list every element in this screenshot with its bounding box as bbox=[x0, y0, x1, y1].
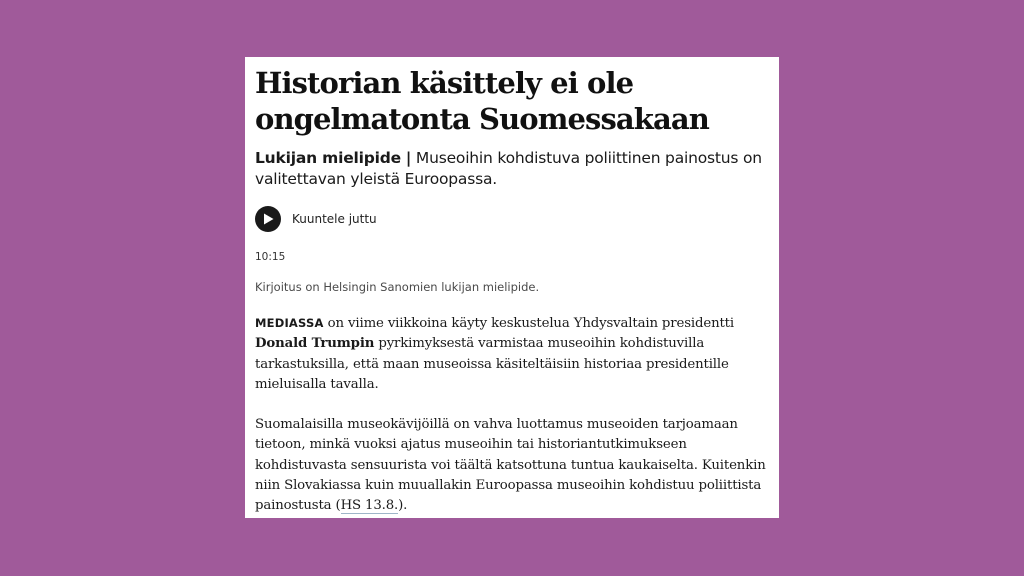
play-button[interactable] bbox=[255, 206, 281, 232]
paragraph-2-text-a: Suomalaisilla museokävijöillä on vahva luottamus museoiden tarjoamaan tietoon, minkä vuoksi ajatus museoihin tai historiantutkimukseen kohdistuvasta sensuurista voi täältä katsottuna tuntua kaukaiselta. Kuitenkin niin Slovakiassa kuin muuallakin Euroopassa museoihin kohdistuu poliittista painostusta ( bbox=[255, 417, 766, 514]
hs-reference-link[interactable]: HS 13.8. bbox=[340, 498, 399, 514]
listen-label[interactable]: Kuuntele juttu bbox=[292, 212, 377, 226]
lead-in-caps: MEDIASSA bbox=[255, 316, 324, 330]
publish-time: 10:15 bbox=[255, 251, 286, 263]
paragraph-1-text-b: pyrkimyksestä varmistaa museoihin kohdistuvilla tarkastuksilla, että maan museoissa käsiteltäisiin historiaa presidentille mieluisalla tavalla. bbox=[255, 336, 729, 392]
paragraph-2-text-b: ). bbox=[398, 498, 408, 514]
reader-opinion-disclaimer: Kirjoitus on Helsingin Sanomien lukijan mielipide. bbox=[255, 280, 540, 294]
article-card bbox=[245, 57, 779, 518]
headline-line-2: ongelmatonta Suomessakaan bbox=[255, 102, 709, 136]
section-label: Lukijan mielipide bbox=[255, 149, 401, 167]
article-lead bbox=[255, 148, 775, 190]
paragraph-1-text-a: on viime viikkoina käyty keskustelua Yhdysvaltain presidentti bbox=[323, 316, 734, 331]
paragraph-2 bbox=[255, 415, 775, 516]
listen-control[interactable] bbox=[255, 206, 769, 232]
article-headline bbox=[255, 65, 775, 137]
lead-text: Museoihin kohdistuva poliittinen painostus on valitettavan yleistä Euroopassa. bbox=[255, 149, 762, 188]
headline-line-1: Historian käsittely ei ole bbox=[255, 66, 634, 100]
person-name: Donald Trumpin bbox=[255, 336, 375, 352]
play-icon bbox=[263, 213, 274, 225]
lead-separator: | bbox=[405, 149, 412, 167]
paragraph-1 bbox=[255, 313, 775, 395]
